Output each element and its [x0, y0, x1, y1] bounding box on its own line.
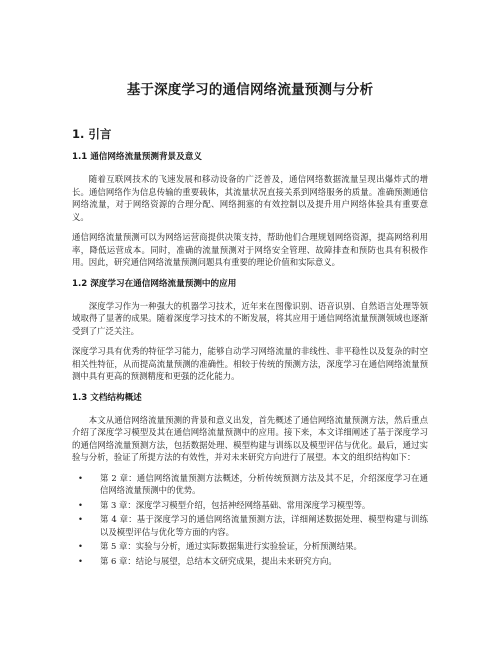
list-item-text: 第 5 章：实验与分析，通过实际数据集进行实验验证，分析预测结果。: [100, 541, 362, 551]
list-item: [72, 472, 428, 497]
subsection-heading-deep-learning: 1.2 深度学习在通信网络流量预测中的应用: [72, 278, 237, 289]
subsection-heading-structure: 1.3 文档结构概述: [72, 392, 142, 403]
paragraph: 通信网络流量预测可以为网络运营商提供决策支持，帮助他们合理规划网络资源，提高网络利用率，降低运营成本。同时，准确的流量预测对于网络安全管理、故障排查和预防也具有积极作用。因此，研究通信网络流量预测问题具有重要的理论价值和实际意义。: [72, 232, 428, 267]
list-item: [72, 499, 428, 512]
paragraph: 深度学习作为一种强大的机器学习技术，近年来在图像识别、语音识别、自然语言处理等领域取得了显著的成果。随着深度学习技术的不断发展，将其应用于通信网络流量预测领域也逐渐受到了广泛关注。: [72, 300, 428, 336]
section-1-3: [72, 391, 428, 568]
list-item-text: 第 4 章：基于深度学习的通信网络流量预测方法，详细阐述数据处理、模型构建与训练以及模型评估与优化等方面的内容。: [100, 514, 428, 537]
section-1-2: [72, 277, 428, 383]
section-heading-introduction: 1. 引言: [72, 127, 112, 141]
paragraph: 随着互联网技术的飞速发展和移动设备的广泛普及，通信网络数据流量呈现出爆炸式的增长。通信网络作为信息传输的重要载体，其流量状况直接关系到网络服务的质量。准确预测通信网络流量，对于网络资源的合理分配、网络拥塞的有效控制以及提升用户网络体验具有重要意义。: [72, 174, 428, 222]
bullet-icon: •: [78, 499, 83, 510]
list-item: [72, 555, 428, 568]
list-item: [72, 513, 428, 538]
list-item: [72, 540, 428, 553]
bullet-icon: •: [78, 555, 83, 566]
bullet-icon: •: [78, 472, 83, 483]
paragraph: 本文从通信网络流量预测的背景和意义出发，首先概述了通信网络流量预测方法，然后重点介绍了深度学习模型及其在通信网络流量预测中的应用。接下来，本文详细阐述了基于深度学习的通信网络流量预测方法，包括数据处理、模型构建与训练以及模型评估与优化。最后，通过实验与分析，验证了所提方法的有效性，并对未来研究方向进行了展望。本文的组织结构如下：: [72, 414, 428, 462]
list-item-text: 第 2 章：通信网络流量预测方法概述，分析传统预测方法及其不足，介绍深度学习在通信网络流量预测中的优势。: [100, 472, 428, 495]
bullet-icon: •: [78, 514, 83, 524]
chapter-list: [72, 472, 428, 568]
paragraph: 深度学习具有优秀的特征学习能力，能够自动学习网络流量的非线性、非平稳性以及复杂的时空相关性特征，从而提高流量预测的准确性。相较于传统的预测方法，深度学习在通信网络流量预测中具有更高的预测精度和更强的泛化能力。: [72, 346, 428, 381]
list-item-text: 第 6 章：结论与展望，总结本文研究成果，提出未来研究方向。: [100, 555, 337, 566]
list-item-text: 第 3 章：深度学习模型介绍，包括神经网络基础、常用深度学习模型等。: [100, 499, 371, 510]
subsection-heading-background: 1.1 通信网络流量预测背景及意义: [72, 152, 202, 162]
document-title: 基于深度学习的通信网络流量预测与分析: [126, 82, 374, 98]
bullet-icon: •: [78, 541, 83, 551]
section-1-1: [72, 150, 428, 269]
